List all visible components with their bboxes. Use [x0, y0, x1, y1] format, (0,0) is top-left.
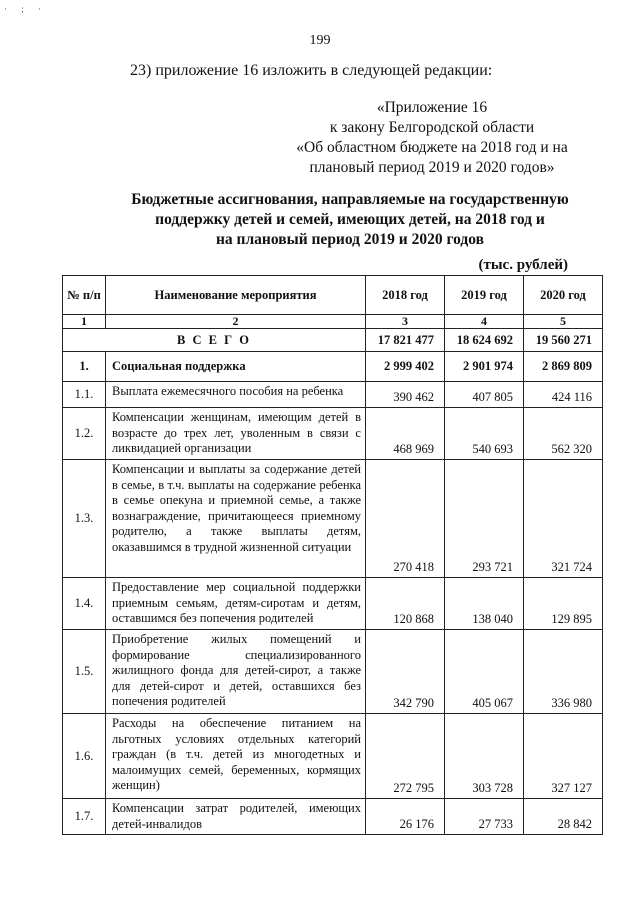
row-value-2018: 342 790 — [366, 630, 445, 714]
total-label: В С Е Г О — [63, 329, 366, 352]
row-value-2020: 28 842 — [524, 799, 603, 835]
row-name: Расходы на обеспечение питанием на льготных условиях отдельных категорий граждан (в т.ч. детей из многодетных и малоимущих семей, беременных, кормящих женщин) — [106, 714, 366, 799]
title-line: поддержку детей и семей, имеющих детей, на 2018 год и — [155, 211, 545, 228]
table-row — [63, 352, 603, 382]
row-value-2018: 468 969 — [366, 408, 445, 460]
row-value-2018: 26 176 — [366, 799, 445, 835]
column-index: 4 — [445, 315, 524, 329]
row-value-2020: 2 869 809 — [524, 352, 603, 382]
row-value-2018: 390 462 — [366, 382, 445, 408]
total-row — [63, 329, 603, 352]
total-2020: 19 560 271 — [524, 329, 603, 352]
row-name: Выплата ежемесячного пособия на ребенка — [106, 382, 366, 408]
row-number: 1. — [63, 352, 106, 382]
table-row — [63, 408, 603, 460]
row-name: Компенсации женщинам, имеющим детей в возрасте до трех лет, уволенным в связи с ликвидацией организации — [106, 408, 366, 460]
row-value-2019: 2 901 974 — [445, 352, 524, 382]
appendix-line: плановый период 2019 и 2020 годов» — [309, 159, 555, 176]
row-value-2019: 540 693 — [445, 408, 524, 460]
appendix-line: «Об областном бюджете на 2018 год и на — [296, 139, 568, 156]
row-name: Предоставление мер социальной поддержки приемным семьям, детям-сиротам и детям, оставшимся без попечения родителей — [106, 578, 366, 630]
row-number: 1.5. — [63, 630, 106, 714]
header-number: № п/п — [63, 276, 106, 315]
row-value-2020: 321 724 — [524, 460, 603, 578]
column-index-row — [63, 315, 603, 329]
amendment-instruction: 23) приложение 16 изложить в следующей редакции: — [130, 62, 493, 79]
row-number: 1.6. — [63, 714, 106, 799]
row-value-2020: 336 980 — [524, 630, 603, 714]
header-2018: 2018 год — [366, 276, 445, 315]
table-header-row — [63, 276, 603, 315]
row-number: 1.2. — [63, 408, 106, 460]
row-number: 1.1. — [63, 382, 106, 408]
row-value-2018: 272 795 — [366, 714, 445, 799]
row-name: Приобретение жилых помещений и формирование специализированного жилищного фонда для детей-сирот, а также для детей-сирот и детей, оставшихся без попечения родителей — [106, 630, 366, 714]
appendix-line: к закону Белгородской области — [329, 119, 535, 136]
document-title — [0, 190, 640, 250]
row-value-2020: 424 116 — [524, 382, 603, 408]
title-line: на плановый период 2019 и 2020 годов — [216, 231, 484, 248]
row-value-2019: 27 733 — [445, 799, 524, 835]
appendix-line: «Приложение 16 — [376, 99, 488, 116]
total-2018: 17 821 477 — [366, 329, 445, 352]
row-number: 1.3. — [63, 460, 106, 578]
row-value-2019: 407 805 — [445, 382, 524, 408]
row-number: 1.7. — [63, 799, 106, 835]
row-value-2019: 405 067 — [445, 630, 524, 714]
column-index: 3 — [366, 315, 445, 329]
table-row — [63, 714, 603, 799]
row-number: 1.4. — [63, 578, 106, 630]
page-number: 199 — [309, 33, 331, 48]
total-2019: 18 624 692 — [445, 329, 524, 352]
row-name: Компенсации затрат родителей, имеющих детей-инвалидов — [106, 799, 366, 835]
units-label: (тыс. рублей) — [478, 257, 568, 273]
row-name: Компенсации и выплаты за содержание детей в семье, в т.ч. выплаты на содержание ребенка в семье опекуна и приемной семье, а также вознаграждение, причитающееся приемному родителю, а также выплаты детям, оказавшимся в трудной жизненной ситуации — [106, 460, 366, 578]
table-row — [63, 578, 603, 630]
table-row — [63, 382, 603, 408]
table-row — [63, 799, 603, 835]
row-value-2018: 120 868 — [366, 578, 445, 630]
column-index: 2 — [106, 315, 366, 329]
column-index: 5 — [524, 315, 603, 329]
header-2020: 2020 год — [524, 276, 603, 315]
row-value-2020: 562 320 — [524, 408, 603, 460]
row-value-2020: 129 895 — [524, 578, 603, 630]
scan-edge-marks: · ; · — [4, 4, 47, 14]
header-name: Наименование мероприятия — [106, 276, 366, 315]
row-name: Социальная поддержка — [106, 352, 366, 382]
row-value-2019: 138 040 — [445, 578, 524, 630]
column-index: 1 — [63, 315, 106, 329]
appendix-header — [282, 98, 582, 178]
header-2019: 2019 год — [445, 276, 524, 315]
table-row — [63, 630, 603, 714]
title-line: Бюджетные ассигнования, направляемые на государственную — [131, 191, 569, 208]
table-row — [63, 460, 603, 578]
row-value-2020: 327 127 — [524, 714, 603, 799]
row-value-2019: 303 728 — [445, 714, 524, 799]
row-value-2018: 2 999 402 — [366, 352, 445, 382]
budget-table — [62, 275, 603, 835]
row-value-2019: 293 721 — [445, 460, 524, 578]
row-value-2018: 270 418 — [366, 460, 445, 578]
